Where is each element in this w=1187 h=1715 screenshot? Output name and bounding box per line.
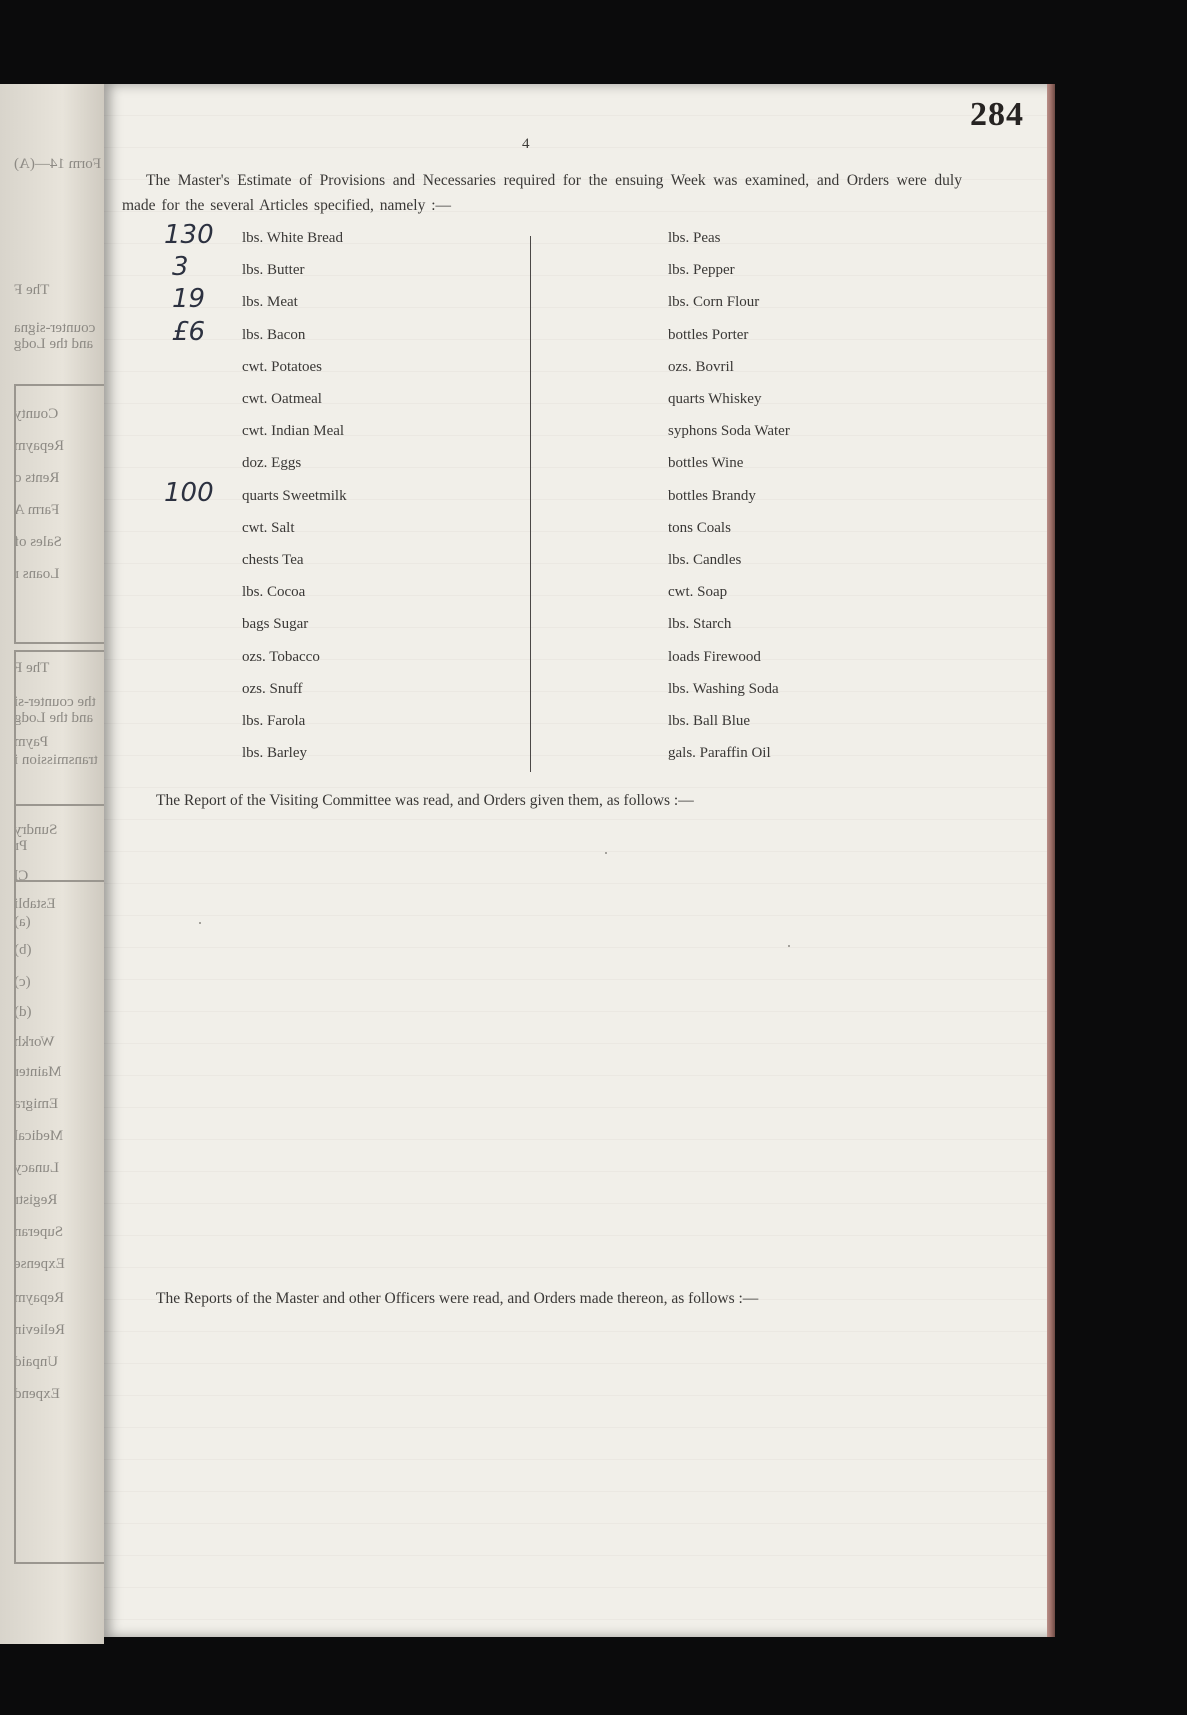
facing-page-fragment: (a) [14,914,31,930]
facing-page-fragment: Emigra [14,1096,59,1112]
facing-page-fragment: Expend [14,1386,60,1402]
facing-page-fragment: Sundry [14,822,58,838]
facing-page-fragment: Loans r [14,566,60,582]
provision-row: lbs. Pepper [668,262,735,279]
facing-page-fragment: and the Lodg [14,710,94,726]
facing-page-fragment: Medical [14,1128,64,1144]
facing-page-fragment: Paym [14,734,49,750]
paper-speck [605,852,607,854]
provision-row: bottles Wine [668,455,744,472]
provision-row: ozs. Tobacco [242,648,320,665]
paper-speck [788,945,790,947]
provision-row: tons Coals [668,519,731,536]
facing-page-fragment: Unpaid [14,1354,59,1370]
stamped-page-number: 284 [970,96,1024,133]
facing-page-fragment: and the Lodg [14,336,94,352]
facing-page-fragment: Workh [14,1034,55,1050]
facing-page-fragment: transmission i [14,752,98,768]
handwritten-quantity: 3 [172,252,189,283]
handwritten-quantity: 130 [164,220,214,250]
provision-row: lbs. Barley [242,745,307,762]
provision-row: lbs. Cocoa [242,584,306,601]
provision-row: lbs. Ball Blue [668,713,751,729]
facing-page-fragment: County [14,406,59,422]
provision-row: bottles Porter [668,326,749,343]
provision-row: cwt. Indian Meal [242,423,345,440]
provision-row: cwt. Soap [668,584,728,601]
facing-page-fragment: Registr [14,1192,58,1208]
facing-page-fragment: counter-signa [14,320,96,336]
provision-row: cwt. Potatoes [242,358,322,375]
provision-row: quarts Sweetmilk [242,487,347,504]
facing-page-box [14,804,104,1564]
provision-row: syphons Soda Water [668,423,790,440]
facing-page-fragment: Mainter [14,1064,62,1080]
estimate-intro: The Master's Estimate of Provisions and Necessaries required for the ensuing Week was examined, and Orders were duly made for the several Articles specified, namely :— [122,172,962,214]
facing-page-fragment: (d) [14,1004,32,1020]
provision-row: bags Sugar [242,616,309,633]
facing-page-fragment: Pr [14,838,28,854]
provision-row: lbs. Butter [242,262,305,279]
provision-row: doz. Eggs [242,455,302,472]
facing-page-fragment: the counter-si [14,694,96,710]
provision-row: lbs. Starch [668,616,732,633]
provision-row: cwt. Salt [242,519,295,536]
provision-row: lbs. Farola [242,713,306,729]
facing-page-mirror-text [0,84,104,1644]
facing-page-fragment: The F [14,282,50,298]
officers-reports-heading: The Reports of the Master and other Officers were read, and Orders made thereon, as follows :— [156,1290,759,1307]
handwritten-quantity: 19 [172,284,206,315]
provision-row: lbs. Bacon [242,326,306,343]
provision-row: quarts Whiskey [668,391,762,407]
provision-row: loads Firewood [668,648,761,665]
column-divider [530,236,531,772]
facing-page-fragment: Cl [14,868,29,884]
provision-row: lbs. Peas [668,230,721,246]
provision-row: lbs. Candles [668,552,742,568]
printed-page-number: 4 [522,136,530,152]
page-edge [1047,84,1055,1637]
provision-row: lbs. Meat [242,294,298,311]
facing-page-fragment: Farm A [14,502,60,518]
register-page [104,84,1054,1637]
provision-row: lbs. Washing Soda [668,680,779,697]
paper-speck [199,922,201,924]
provision-row: gals. Paraffin Oil [668,745,771,762]
provision-row: chests Tea [242,552,304,568]
facing-page-fragment: Sales of [14,534,62,550]
provision-row: ozs. Snuff [242,680,303,697]
facing-page-fragment: The F [14,660,50,676]
provision-row: bottles Brandy [668,487,756,504]
facing-page-fragment: (b) [14,942,32,958]
facing-page-fragment: Rents o [14,470,60,486]
provision-row: ozs. Bovril [668,358,734,375]
facing-page-fragment: Lunacy [14,1160,59,1176]
handwritten-quantity: 100 [164,477,214,508]
facing-page-fragment: Superan [14,1224,64,1240]
facing-page-fragment: Repaym [14,1290,64,1306]
facing-page-fragment: Expense [14,1256,65,1272]
visiting-committee-heading: The Report of the Visiting Committee was read, and Orders given them, as follows :— [156,792,694,809]
facing-page-box [14,384,104,644]
facing-page-fragment: Relievin [14,1322,65,1338]
facing-page-fragment: Form 14—(A) [14,156,102,172]
facing-page-bleed [0,84,104,1644]
handwritten-quantity: £6 [172,316,206,347]
facing-page-fragment: Repaym [14,438,64,454]
provision-row: cwt. Oatmeal [242,391,322,407]
provision-row: lbs. Corn Flour [668,294,760,311]
facing-page-fragment: Establi [14,896,56,912]
facing-page-fragment: (c) [14,974,31,990]
provision-row: lbs. White Bread [242,230,343,246]
